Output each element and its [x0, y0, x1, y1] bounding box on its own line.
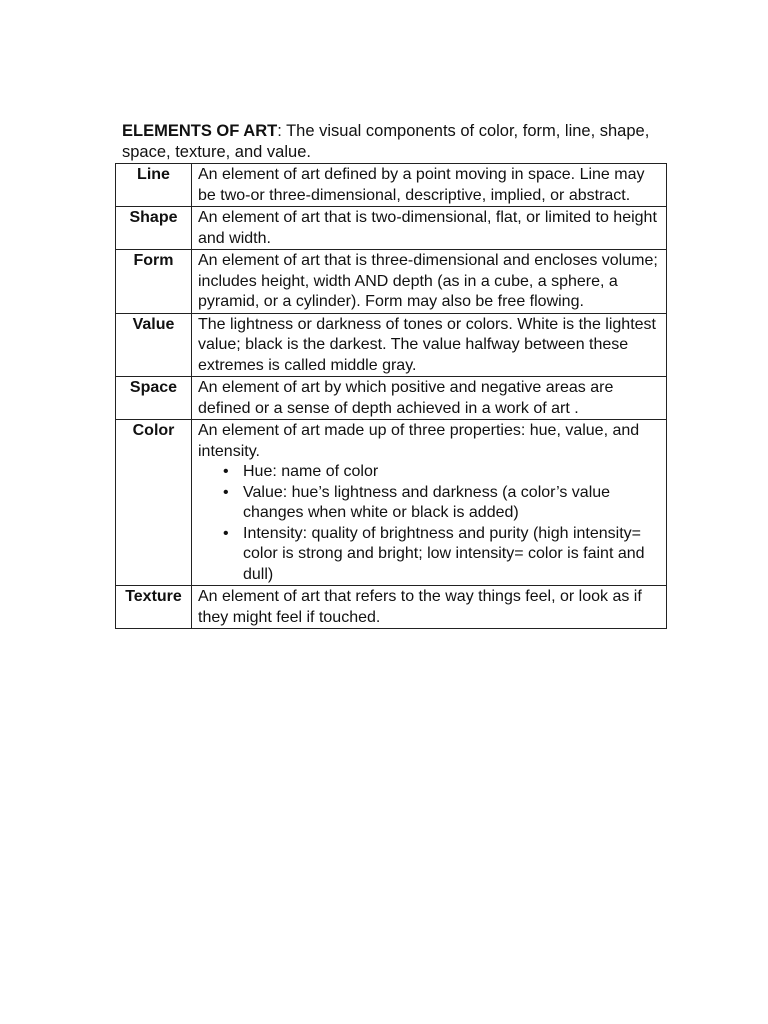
definition-line: An element of art defined by a point moving in space. Line may be two-or three-dimensional, descriptive, implied, or abstract. [192, 164, 667, 207]
definition-space: An element of art by which positive and negative areas are defined or a sense of depth achieved in a work of art . [192, 377, 667, 420]
definition-color: An element of art made up of three properties: hue, value, and intensity. [198, 422, 640, 460]
color-properties-list [198, 462, 662, 585]
term-texture: Texture [116, 586, 192, 629]
term-space: Space [116, 377, 192, 420]
bullet-value: Value: hue’s lightness and darkness (a color’s value changes when white or black is added) [243, 483, 611, 521]
intro-heading: ELEMENTS OF ART [122, 121, 278, 140]
table-row [116, 250, 667, 314]
bullet-intensity: Intensity: quality of brightness and purity (high intensity= color is strong and bright; low intensity= color is faint and dull) [243, 524, 645, 583]
table-row [116, 586, 667, 629]
term-shape: Shape [116, 207, 192, 250]
definition-form: An element of art that is three-dimensional and encloses volume; includes height, width AND depth (as in a cube, a sphere, a pyramid, or a cylinder). Form may also be free flowing. [192, 250, 667, 314]
term-value: Value [116, 313, 192, 377]
list-item [223, 462, 662, 483]
list-item [223, 483, 662, 524]
definition-color-cell [192, 420, 667, 586]
table-row [116, 313, 667, 377]
bullet-icon: • [223, 524, 229, 542]
table-row [116, 164, 667, 207]
intro-paragraph [122, 121, 682, 163]
table-row [116, 420, 667, 586]
table-row [116, 207, 667, 250]
list-item [223, 524, 662, 586]
term-line: Line [116, 164, 192, 207]
definition-texture: An element of art that refers to the way things feel, or look as if they might feel if touched. [192, 586, 667, 629]
term-form: Form [116, 250, 192, 314]
bullet-icon: • [223, 463, 229, 480]
elements-table [115, 163, 667, 629]
term-color: Color [116, 420, 192, 586]
bullet-icon: • [223, 483, 229, 501]
bullet-hue: Hue: name of color [243, 463, 379, 480]
intro-text: : The visual components of color, form, line, shape, space, texture, and value. [122, 121, 650, 161]
definition-shape: An element of art that is two-dimensional, flat, or limited to height and width. [192, 207, 667, 250]
definition-value: The lightness or darkness of tones or colors. White is the lightest value; black is the darkest. The value halfway between these extremes is called middle gray. [192, 313, 667, 377]
table-row [116, 377, 667, 420]
